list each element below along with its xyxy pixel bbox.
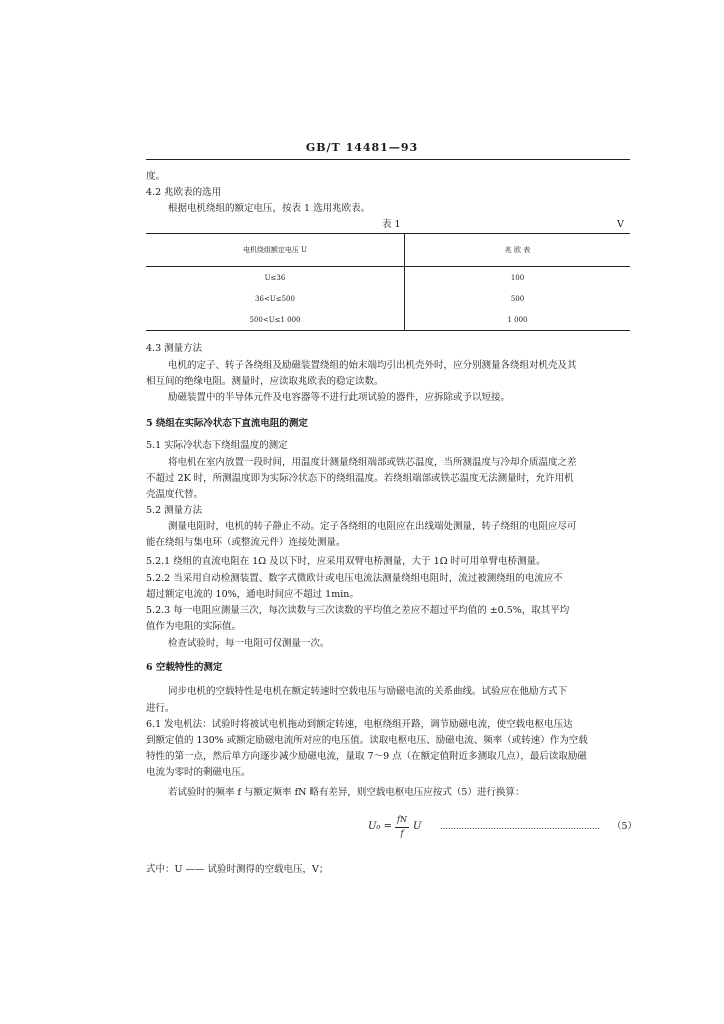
table-cell: 500	[510, 294, 525, 303]
text-line: 特性的第一点，然后单方向逐步减少励磁电流，量取 7～9 点（在额定值附近多测取几点），最后读取励磁	[146, 751, 587, 762]
text-line: 若试验时的频率 f 与额定频率 fN 略有差异，则空载电枢电压应按式（5）进行换算：	[168, 787, 525, 798]
table-header-cell: 兆 欧 表	[405, 234, 631, 267]
table-unit: V	[617, 219, 624, 230]
table-row	[146, 288, 630, 309]
text-line: 同步电机的空载特性是电机在额定转速时空载电压与励磁电流的关系曲线。试验应在他励方式下	[168, 686, 568, 697]
table-caption: 表 1	[382, 219, 401, 230]
text-line: 电流为零时的剩磁电压。	[146, 767, 251, 778]
table-header-cell: 电机绕组额定电压 U	[146, 234, 405, 267]
text-line: 将电机在室内放置一段时间，用温度计测量绕组端部或铁芯温度，当所测温度与冷却介质温度之差	[168, 457, 577, 468]
formula-tail: U	[413, 821, 422, 832]
text-line: 根据电机绕组的额定电压，按表 1 选用兆欧表。	[168, 203, 371, 214]
table-cell: 100	[510, 273, 525, 282]
section-heading: 5.1 实际冷状态下绕组温度的测定	[146, 440, 288, 451]
text-line: 式中：U —— 试验时测得的空载电压，V；	[146, 864, 329, 875]
table-row	[146, 267, 630, 289]
table-cell: 1 000	[405, 309, 631, 331]
text-line: 能在绕组与集电环（或整流元件）连接处测量。	[146, 537, 346, 548]
section-heading: 4.3 测量方法	[146, 343, 203, 354]
text-line: 5.2.3 每一电阻应测量三次，每次读数与三次读数的平均值之差应不超过平均值的 ±0.5%，取其平均	[146, 605, 570, 616]
table-row	[146, 309, 630, 331]
standard-code: GB/T 14481—93	[305, 141, 419, 154]
text-line: 励磁装置中的半导体元件及电容器等不进行此项试验的器件，应拆除或予以短接。	[168, 392, 511, 403]
text-line: 电机的定子、转子各绕组及励磁装置绕组的始末端均引出机壳外时，应分别测量各绕组对机壳及其	[168, 360, 577, 371]
text-line: 壳温度代替。	[146, 489, 204, 500]
text-line: 值作为电阻的实际值。	[146, 621, 242, 632]
text-line: 进行。	[146, 703, 175, 714]
header-rule	[146, 159, 630, 160]
leader-dots: ……………………………………………………	[440, 822, 600, 831]
formula-denominator: f	[400, 829, 404, 838]
text-line: 6.1 发电机法：试验时将被试电机拖动到额定转速，电枢绕组开路，调节励磁电流，使空载电枢电压达	[146, 719, 573, 730]
text-line: 测量电阻时，电机的转子静止不动。定子各绕组的电阻应在出线端处测量，转子绕组的电阻应尽可	[168, 521, 577, 532]
section-heading: 5 绕组在实际冷状态下直流电阻的测定	[146, 418, 308, 429]
section-heading: 6 空载特性的测定	[146, 662, 223, 673]
section-heading: 4.2 兆欧表的选用	[146, 187, 222, 198]
text-line: 5.2.2 当采用自动检测装置、数字式微欧计或电压电流法测量绕组电阻时，流过被测绕组的电流应不	[146, 573, 563, 584]
section-heading: 5.2 测量方法	[146, 505, 203, 516]
text-line: 度。	[146, 171, 166, 182]
table-cell: U≤36	[146, 267, 405, 289]
equation-number: （5）	[612, 821, 638, 832]
formula-lhs: U₀ =	[368, 821, 392, 832]
text-line: 检查试验时，每一电阻可仅测量一次。	[168, 638, 330, 649]
text-line: 不超过 2K 时，所测温度即为实际冷状态下的绕组温度。若绕组端部或铁芯温度无法测量时，允许用机	[146, 473, 574, 484]
table-cell: 500<U≤1 000	[146, 309, 405, 331]
text-line: 到额定值的 130% 或额定励磁电流所对应的电压值。读取电枢电压、励磁电流、频率（或转速）作为空载	[146, 735, 588, 746]
text-line: 超过额定电流的 10%，通电时间应不超过 1min。	[146, 589, 359, 600]
text-line: 相互间的绝缘电阻。测量时，应读取兆欧表的稳定读数。	[146, 376, 384, 387]
table-header-row	[146, 234, 630, 267]
text-line: 5.2.1 绕组的直流电阻在 1Ω 及以下时，应采用双臂电桥测量，大于 1Ω 时可用单臂电桥测量。	[146, 556, 546, 567]
megohmmeter-table	[146, 233, 630, 331]
table-cell: 36<U≤500	[146, 288, 405, 309]
formula-numerator: fN	[397, 815, 407, 824]
fraction-bar	[395, 827, 409, 828]
